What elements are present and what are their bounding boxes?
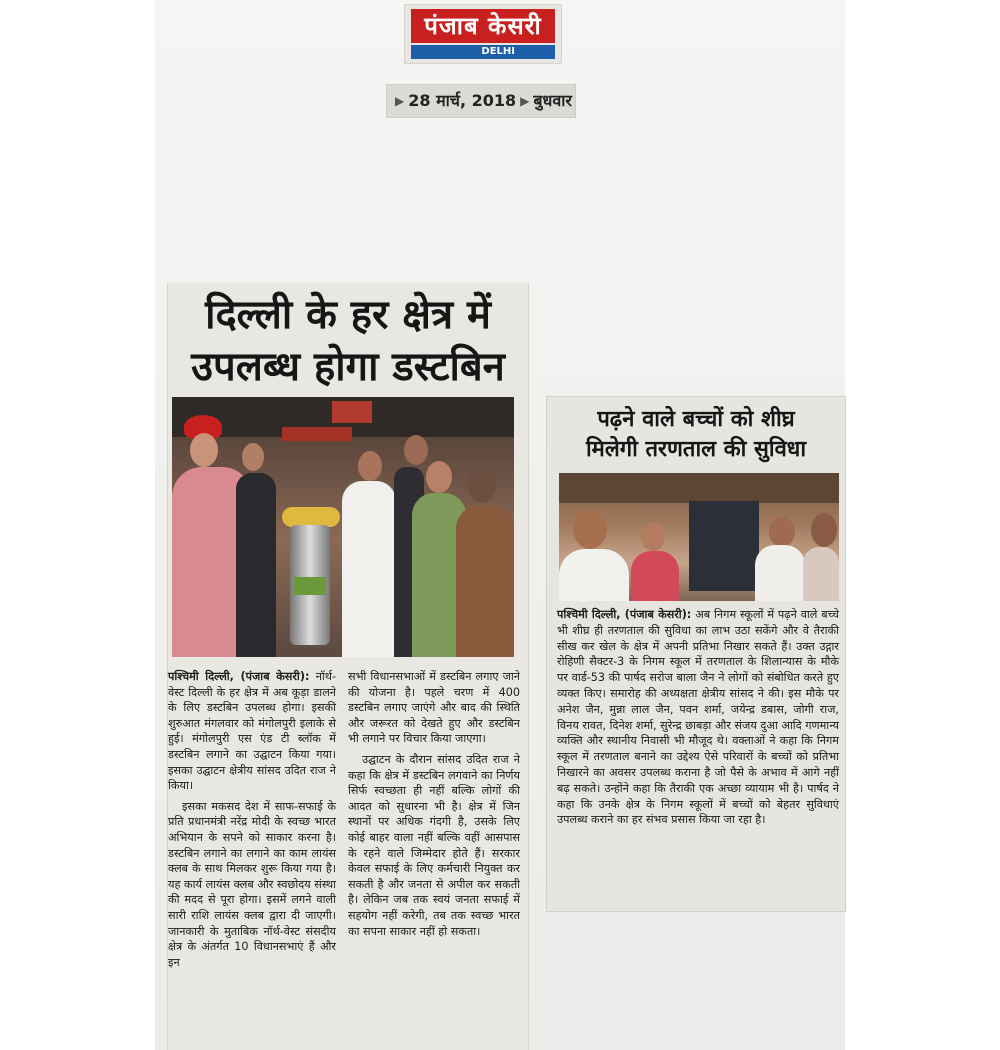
article-paragraph: इसका मकसद देश में साफ-सफाई के प्रति प्रधानमंत्री नरेंद्र मोदी के स्वच्छ भारत अभियान के सपने को साकार करना है। डस्टबिन लगाने का लगाने का काम लायंस क्लब के साथ मिलकर शुरू किया गया है। यह कार्य लायंस क्लब और स्वछोदय संस्था की मदद से पूरा होगा। इसमें लगने वाली सारी राशि लायंस क्लब द्वारा दी जाएगी। जानकारी के मुताबिक नॉर्थ-वेस्ट संसदीय क्षेत्र के अंतर्गत 10 विधानसभाएं हैं और इन bbox=[168, 799, 336, 969]
article-headline bbox=[547, 405, 845, 465]
day-text: बुधवार bbox=[533, 91, 572, 110]
article-photo bbox=[172, 397, 514, 657]
article-body bbox=[168, 669, 520, 975]
article-column bbox=[348, 669, 520, 975]
play-arrow-icon: ▶ bbox=[520, 94, 530, 108]
headline-line: दिल्ली के हर क्षेत्र में bbox=[205, 292, 491, 338]
headline-line: मिलेगी तरणताल की सुविधा bbox=[585, 437, 807, 462]
headline-line: पढ़ने वाले बच्चों को शीघ्र bbox=[597, 407, 795, 432]
article-body bbox=[557, 607, 839, 833]
article-paragraph: उद्घाटन के दौरान सांसद उदित राज ने कहा कि क्षेत्र में डस्टबिन लगवाने का निर्णय सिर्फ स्वच्छता ही नहीं बल्कि लोगों की आदत को सुधारना भी है। क्षेत्र में जिन स्थानों पर अधिक गंदगी है, उसके लिए कोई बाहर वाला नहीं बल्कि वहीं आसपास के रहने वाले जिम्मेदार होते हैं। सरकार केवल सफाई के लिए कर्मचारी नियुक्त कर सकती है और जनता से अपील कर सकती है। लेकिन जब तक स्वयं जनता सफाई में सहयोग नहीं करेगी, तब तक स्वच्छ भारत का सपना साकार नहीं हो सकता। bbox=[348, 752, 520, 938]
dateline bbox=[386, 84, 576, 118]
article-byline: पश्चिमी दिल्ली, (पंजाब केसरी): bbox=[168, 670, 310, 683]
play-arrow-icon: ▶ bbox=[395, 94, 405, 108]
paragraph-text: नॉर्थ-वेस्ट दिल्ली के हर क्षेत्र में अब कूड़ा डालने के लिए डस्टबिन उपलब्ध होगा। इसकी शुरुआत मंगलवार को मंगोलपुरी इलाके से हुई। मंगोलपुरी एस एंड टी ब्लॉक में डस्टबिन लगाने का उद्घाटन किया गया। इसका उद्घाटन क्षेत्रीय सांसद उदित राज ने किया। bbox=[168, 670, 336, 793]
article-byline: पश्चिमी दिल्ली, (पंजाब केसरी): bbox=[557, 608, 692, 621]
article-column bbox=[168, 669, 336, 975]
article-photo bbox=[559, 473, 839, 601]
paragraph-text: अब निगम स्कूलों में पढ़ने वाले बच्चे भी शीघ्र ही तरणताल की सुविधा का लाभ उठा सकेंगे और वे तैराकी सीख कर खेल के क्षेत्र में अपनी प्रतिभा निखार सकते हैं। उक्त उद्गार रोहिणी सैक्टर-3 के निगम स्कूल में तरणताल के शिलान्यास के मौके पर वार्ड-53 की पार्षद सरोज बाला जैन ने लोगों को संबोधित करते हुए व्यक्त किए। समारोह की अध्यक्षता क्षेत्रीय सांसद ने की। इस मौके पर अनेश जैन, मुन्ना लाल जैन, पवन शर्मा, जयेन्द्र डबास, जोगी राज, विनय रावत, दिनेश शर्मा, सुरेन्द्र छाबड़ा और संजय दुआ आदि गणमान्य व्यक्ति और स्थानीय निवासी भी मौजूद थे। वक्ताओं ने कहा कि निगम स्कूल में तरणताल बनाने का उद्देश्य ऐसे परिवारों के बच्चों को प्रतिभा निखारने का अवसर उपलब्ध कराना है जो पैसे के अभाव में आगे नहीं बढ़ सकते। उन्होंने कहा कि तैराकी एक अच्छा व्यायाम भी है। पार्षद ने कहा कि उनके क्षेत्र के निगम स्कूलों में बच्चों को बेहतर सुविधाएं उपलब्ध कराने का हर संभव प्रसास किया जा रहा है। bbox=[557, 608, 839, 827]
headline-line: उपलब्ध होगा डस्टबिन bbox=[191, 344, 505, 390]
edition-label: DELHI bbox=[411, 45, 555, 59]
article-dustbin bbox=[167, 283, 529, 1050]
date-text: 28 मार्च, 2018 bbox=[408, 91, 517, 110]
article-paragraph bbox=[557, 607, 839, 828]
newspaper-logo: पंजाब केसरी bbox=[411, 9, 555, 43]
masthead bbox=[404, 4, 562, 64]
article-paragraph bbox=[168, 669, 336, 794]
article-paragraph: सभी विधानसभाओं में डस्टबिन लगाए जाने की योजना है। पहले चरण में 400 डस्टबिन लगाए जाएंगे और बाद की स्थिति और जरूरत को देखते हुए और डस्टबिन भी लगाने पर विचार किया जाएगा। bbox=[348, 670, 520, 746]
article-headline bbox=[168, 289, 528, 393]
article-swimming-pool bbox=[546, 396, 846, 912]
